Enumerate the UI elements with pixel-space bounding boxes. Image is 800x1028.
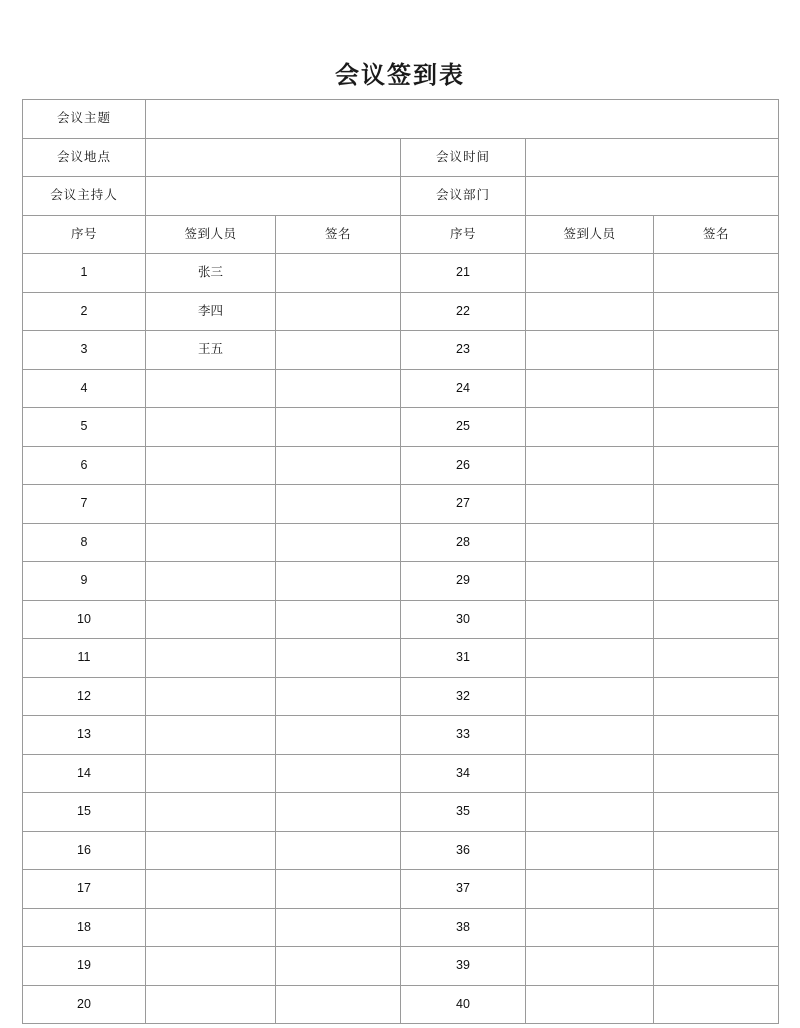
cell-person-right[interactable] xyxy=(526,639,654,678)
cell-person-left[interactable] xyxy=(146,947,276,986)
cell-person-left[interactable] xyxy=(146,485,276,524)
cell-person-right[interactable] xyxy=(526,831,654,870)
cell-person-left[interactable] xyxy=(146,870,276,909)
table-row xyxy=(23,908,779,947)
table-row xyxy=(23,254,779,293)
cell-no-right: 25 xyxy=(401,408,526,447)
value-meeting-location[interactable] xyxy=(146,138,401,177)
cell-no-left: 15 xyxy=(23,793,146,832)
cell-signature-right[interactable] xyxy=(654,985,779,1024)
cell-signature-right[interactable] xyxy=(654,562,779,601)
cell-person-left[interactable] xyxy=(146,408,276,447)
cell-signature-left[interactable] xyxy=(276,600,401,639)
cell-no-left: 18 xyxy=(23,908,146,947)
page-title: 会议签到表 xyxy=(335,62,465,89)
table-row xyxy=(23,292,779,331)
info-row-location-time xyxy=(23,138,779,177)
table-body xyxy=(23,100,779,1024)
cell-signature-left[interactable] xyxy=(276,716,401,755)
table-row xyxy=(23,639,779,678)
cell-no-left: 19 xyxy=(23,947,146,986)
cell-signature-right[interactable] xyxy=(654,523,779,562)
column-header-signature-right: 签名 xyxy=(654,215,779,254)
cell-signature-right[interactable] xyxy=(654,716,779,755)
cell-person-left[interactable] xyxy=(146,600,276,639)
cell-person-left[interactable] xyxy=(146,369,276,408)
cell-no-right: 37 xyxy=(401,870,526,909)
cell-no-right: 36 xyxy=(401,831,526,870)
cell-signature-left[interactable] xyxy=(276,485,401,524)
table-row xyxy=(23,677,779,716)
cell-signature-right[interactable] xyxy=(654,485,779,524)
cell-signature-left[interactable] xyxy=(276,446,401,485)
cell-person-right[interactable] xyxy=(526,600,654,639)
cell-no-left: 5 xyxy=(23,408,146,447)
sign-in-table xyxy=(22,99,779,1024)
cell-person-left[interactable] xyxy=(146,639,276,678)
cell-signature-right[interactable] xyxy=(654,408,779,447)
cell-person-right[interactable] xyxy=(526,446,654,485)
sign-in-sheet xyxy=(22,99,778,1024)
cell-no-right: 39 xyxy=(401,947,526,986)
cell-signature-right[interactable] xyxy=(654,254,779,293)
cell-person-right[interactable] xyxy=(526,292,654,331)
value-meeting-time[interactable] xyxy=(526,138,779,177)
cell-no-left: 4 xyxy=(23,369,146,408)
cell-no-left: 17 xyxy=(23,870,146,909)
cell-person-left[interactable] xyxy=(146,908,276,947)
table-row xyxy=(23,947,779,986)
cell-person-left[interactable] xyxy=(146,677,276,716)
cell-signature-left[interactable] xyxy=(276,331,401,370)
cell-no-right: 33 xyxy=(401,716,526,755)
cell-no-left: 11 xyxy=(23,639,146,678)
cell-person-left[interactable] xyxy=(146,562,276,601)
label-meeting-host: 会议主持人 xyxy=(23,177,146,216)
cell-no-left: 1 xyxy=(23,254,146,293)
cell-signature-left[interactable] xyxy=(276,793,401,832)
cell-signature-right[interactable] xyxy=(654,446,779,485)
cell-person-right[interactable] xyxy=(526,254,654,293)
cell-no-left: 13 xyxy=(23,716,146,755)
table-row xyxy=(23,831,779,870)
cell-signature-left[interactable] xyxy=(276,908,401,947)
cell-person-left[interactable] xyxy=(146,793,276,832)
cell-no-right: 23 xyxy=(401,331,526,370)
cell-signature-right[interactable] xyxy=(654,754,779,793)
cell-signature-right[interactable] xyxy=(654,947,779,986)
cell-person-right[interactable] xyxy=(526,985,654,1024)
cell-person-right[interactable] xyxy=(526,562,654,601)
cell-signature-right[interactable] xyxy=(654,677,779,716)
cell-signature-left[interactable] xyxy=(276,754,401,793)
table-row xyxy=(23,562,779,601)
cell-person-right[interactable] xyxy=(526,677,654,716)
cell-no-right: 21 xyxy=(401,254,526,293)
cell-signature-right[interactable] xyxy=(654,870,779,909)
table-header-row xyxy=(23,215,779,254)
cell-signature-left[interactable] xyxy=(276,677,401,716)
cell-person-right[interactable] xyxy=(526,793,654,832)
cell-signature-left[interactable] xyxy=(276,369,401,408)
cell-person-right[interactable] xyxy=(526,369,654,408)
cell-signature-right[interactable] xyxy=(654,908,779,947)
table-row xyxy=(23,408,779,447)
table-row xyxy=(23,446,779,485)
cell-signature-left[interactable] xyxy=(276,254,401,293)
cell-signature-left[interactable] xyxy=(276,523,401,562)
value-meeting-topic[interactable] xyxy=(146,100,779,139)
cell-person-left[interactable] xyxy=(146,831,276,870)
cell-person-right[interactable] xyxy=(526,485,654,524)
cell-no-left: 20 xyxy=(23,985,146,1024)
cell-person-left[interactable] xyxy=(146,754,276,793)
cell-signature-right[interactable] xyxy=(654,639,779,678)
cell-person-right[interactable] xyxy=(526,408,654,447)
cell-signature-left[interactable] xyxy=(276,408,401,447)
cell-no-right: 24 xyxy=(401,369,526,408)
table-row xyxy=(23,523,779,562)
cell-no-right: 28 xyxy=(401,523,526,562)
cell-no-left: 7 xyxy=(23,485,146,524)
column-header-person-left: 签到人员 xyxy=(146,215,276,254)
cell-no-left: 8 xyxy=(23,523,146,562)
table-row xyxy=(23,754,779,793)
cell-no-right: 34 xyxy=(401,754,526,793)
cell-no-right: 27 xyxy=(401,485,526,524)
cell-person-right[interactable] xyxy=(526,947,654,986)
cell-signature-left[interactable] xyxy=(276,947,401,986)
cell-no-left: 10 xyxy=(23,600,146,639)
table-row xyxy=(23,870,779,909)
cell-no-right: 30 xyxy=(401,600,526,639)
label-meeting-topic: 会议主题 xyxy=(23,100,146,139)
cell-no-right: 26 xyxy=(401,446,526,485)
label-meeting-location: 会议地点 xyxy=(23,138,146,177)
cell-signature-right[interactable] xyxy=(654,331,779,370)
cell-person-left[interactable]: 李四 xyxy=(146,292,276,331)
column-header-no-right: 序号 xyxy=(401,215,526,254)
cell-person-left[interactable] xyxy=(146,523,276,562)
cell-person-right[interactable] xyxy=(526,908,654,947)
table-row xyxy=(23,985,779,1024)
table-row xyxy=(23,793,779,832)
info-row-host-department xyxy=(23,177,779,216)
cell-no-left: 2 xyxy=(23,292,146,331)
value-meeting-host[interactable] xyxy=(146,177,401,216)
cell-signature-left[interactable] xyxy=(276,831,401,870)
cell-signature-right[interactable] xyxy=(654,831,779,870)
table-row xyxy=(23,485,779,524)
cell-person-left[interactable] xyxy=(146,716,276,755)
cell-person-left[interactable] xyxy=(146,985,276,1024)
cell-no-left: 12 xyxy=(23,677,146,716)
cell-no-left: 3 xyxy=(23,331,146,370)
column-header-signature-left: 签名 xyxy=(276,215,401,254)
table-row xyxy=(23,331,779,370)
label-meeting-time: 会议时间 xyxy=(401,138,526,177)
cell-no-right: 31 xyxy=(401,639,526,678)
column-header-no-left: 序号 xyxy=(23,215,146,254)
table-row xyxy=(23,716,779,755)
table-row xyxy=(23,600,779,639)
cell-no-left: 9 xyxy=(23,562,146,601)
column-header-person-right: 签到人员 xyxy=(526,215,654,254)
cell-no-right: 38 xyxy=(401,908,526,947)
cell-no-right: 32 xyxy=(401,677,526,716)
cell-signature-right[interactable] xyxy=(654,600,779,639)
cell-person-right[interactable] xyxy=(526,754,654,793)
cell-signature-right[interactable] xyxy=(654,292,779,331)
cell-signature-right[interactable] xyxy=(654,369,779,408)
label-meeting-department: 会议部门 xyxy=(401,177,526,216)
cell-person-right[interactable] xyxy=(526,870,654,909)
cell-person-right[interactable] xyxy=(526,523,654,562)
cell-signature-left[interactable] xyxy=(276,562,401,601)
cell-person-right[interactable] xyxy=(526,331,654,370)
cell-signature-left[interactable] xyxy=(276,639,401,678)
info-row-topic xyxy=(23,100,779,139)
cell-no-right: 35 xyxy=(401,793,526,832)
cell-signature-left[interactable] xyxy=(276,985,401,1024)
cell-person-left[interactable] xyxy=(146,446,276,485)
cell-signature-left[interactable] xyxy=(276,870,401,909)
value-meeting-department[interactable] xyxy=(526,177,779,216)
cell-no-right: 29 xyxy=(401,562,526,601)
cell-no-left: 6 xyxy=(23,446,146,485)
cell-person-right[interactable] xyxy=(526,716,654,755)
cell-no-left: 16 xyxy=(23,831,146,870)
cell-signature-left[interactable] xyxy=(276,292,401,331)
cell-no-left: 14 xyxy=(23,754,146,793)
cell-no-right: 40 xyxy=(401,985,526,1024)
cell-no-right: 22 xyxy=(401,292,526,331)
table-row xyxy=(23,369,779,408)
cell-person-left[interactable]: 张三 xyxy=(146,254,276,293)
cell-person-left[interactable]: 王五 xyxy=(146,331,276,370)
cell-signature-right[interactable] xyxy=(654,793,779,832)
